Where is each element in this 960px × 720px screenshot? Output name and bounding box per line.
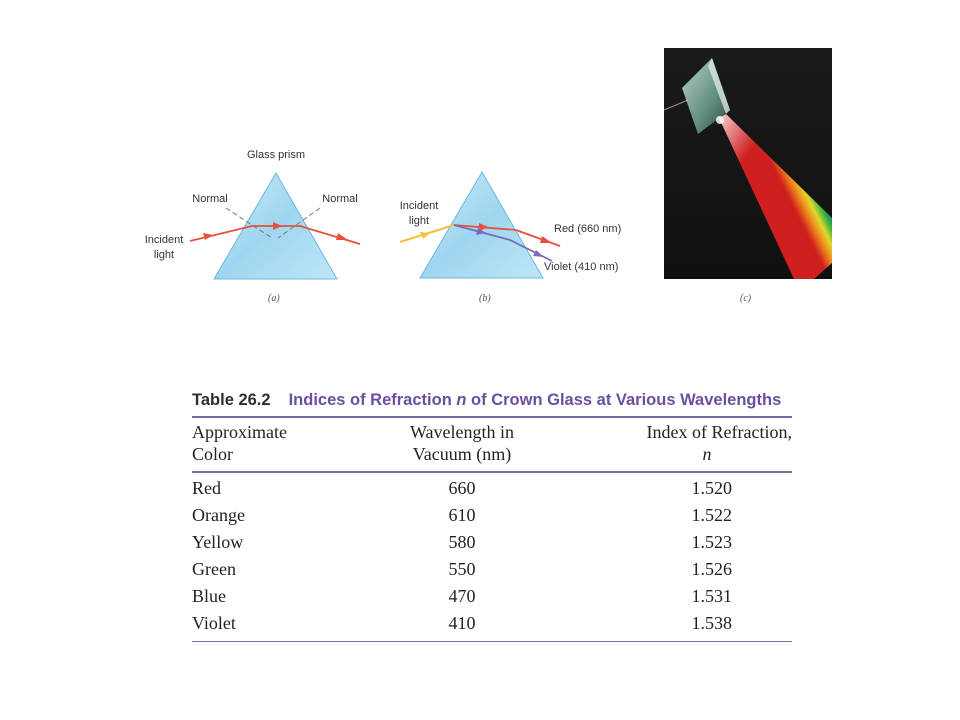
table-row xyxy=(192,610,792,641)
header-index-line2: n xyxy=(702,444,712,464)
cell-wavelength: 660 xyxy=(448,477,476,498)
cell-wavelength: 550 xyxy=(448,558,476,579)
table-row xyxy=(192,556,792,583)
incident-label-line1: Incident xyxy=(144,234,184,246)
header-wavelength xyxy=(362,418,562,471)
header-color xyxy=(192,418,362,471)
table-row xyxy=(192,529,792,556)
cell-wavelength: 410 xyxy=(448,612,476,633)
table-caption-post: of Crown Glass at Various Wavelengths xyxy=(466,391,782,409)
table-row xyxy=(192,473,792,502)
header-wavelength-line2: Vacuum (nm) xyxy=(412,444,512,464)
red-wavelength-label: Red (660 nm) xyxy=(554,223,622,235)
cell-index: 1.523 xyxy=(691,531,732,552)
red-arrow-2 xyxy=(540,236,552,243)
cell-color: Green xyxy=(192,558,236,579)
table-caption-n: n xyxy=(456,391,467,409)
prism-spectrum-photo xyxy=(664,48,832,279)
cell-color: Red xyxy=(192,477,221,498)
cell-color: Violet xyxy=(192,612,236,633)
panel-a-diagram xyxy=(130,140,370,315)
table-row xyxy=(192,502,792,529)
refraction-table xyxy=(192,386,792,642)
header-index-line1: Index of Refraction, xyxy=(646,422,792,442)
cell-wavelength: 580 xyxy=(448,531,476,552)
incident-arrow xyxy=(420,232,430,239)
cell-color: Blue xyxy=(192,585,226,606)
header-color-line1: Approximate xyxy=(192,422,287,442)
panel-c-caption: (c) xyxy=(740,293,752,304)
cell-index: 1.538 xyxy=(691,612,732,633)
panel-b-diagram xyxy=(390,160,640,290)
header-color-line2: Color xyxy=(192,444,234,464)
table-number: Table 26.2 xyxy=(192,391,271,409)
table-title xyxy=(192,386,792,414)
cell-color: Yellow xyxy=(192,531,244,552)
cell-index: 1.520 xyxy=(691,477,732,498)
cell-wavelength: 470 xyxy=(448,585,476,606)
cell-index: 1.526 xyxy=(691,558,732,579)
cell-index: 1.522 xyxy=(691,504,732,525)
table-row xyxy=(192,583,792,610)
header-index xyxy=(562,418,792,471)
panel-b-caption: (b) xyxy=(479,293,491,304)
table-header-row xyxy=(192,418,792,471)
prism-title: Glass prism xyxy=(246,149,306,161)
header-wavelength-line1: Wavelength in xyxy=(409,422,515,442)
normal-label-right: Normal xyxy=(322,193,358,205)
cell-wavelength: 610 xyxy=(448,504,476,525)
refraction-data-table xyxy=(192,418,792,641)
violet-wavelength-label: Violet (410 nm) xyxy=(544,261,619,273)
incident-label-line2: light xyxy=(153,249,175,261)
violet-arrow-2 xyxy=(533,250,544,257)
cell-index: 1.531 xyxy=(691,585,732,606)
incident-label-b-line1: Incident xyxy=(399,200,439,212)
incident-label-b-line2: light xyxy=(408,215,430,227)
ray-arrow-3 xyxy=(336,233,348,240)
panel-a-caption: (a) xyxy=(268,293,280,304)
cell-color: Orange xyxy=(192,504,245,525)
table-bottom-rule xyxy=(192,641,792,643)
normal-label-left: Normal xyxy=(192,193,228,205)
table-body xyxy=(192,473,792,641)
table-caption xyxy=(289,391,782,409)
table-caption-pre: Indices of Refraction xyxy=(288,391,457,409)
